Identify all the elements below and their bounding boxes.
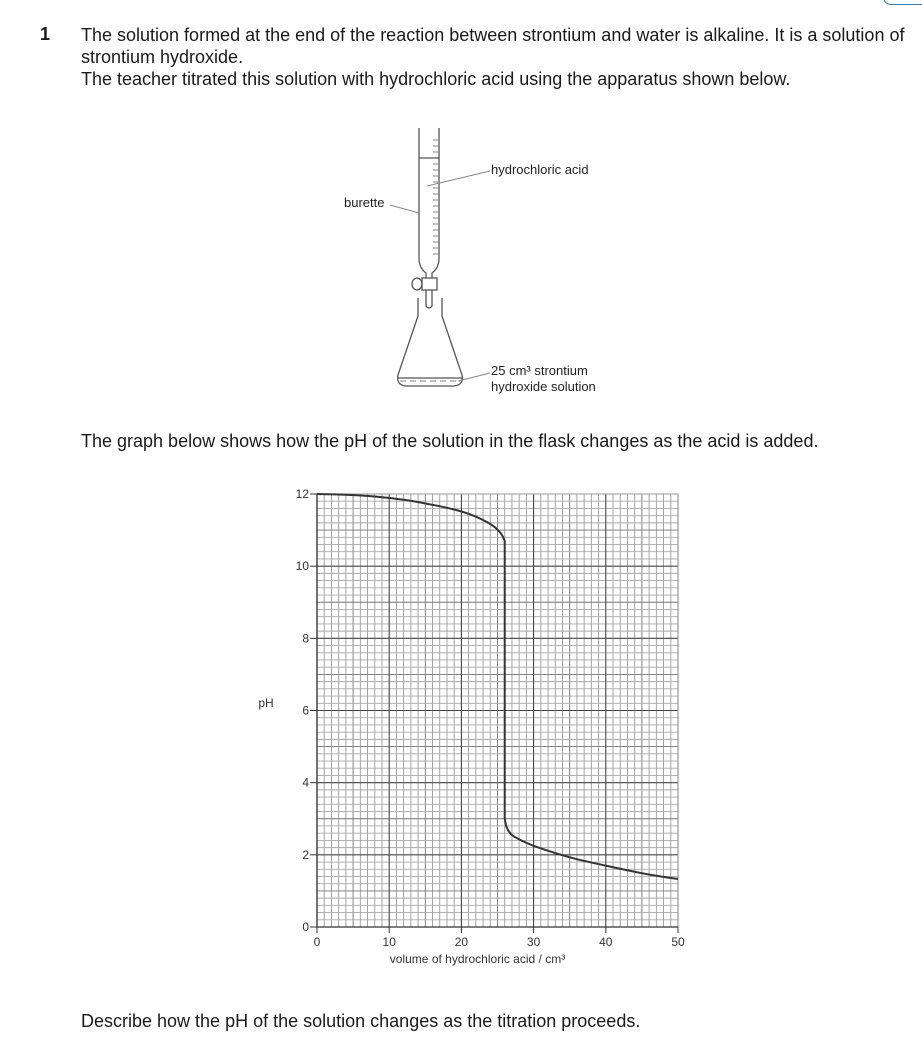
y-tick-label: 8 bbox=[302, 631, 309, 646]
intro-line-2: The teacher titrated this solution with hydrochloric acid using the apparatus shown below. bbox=[81, 69, 791, 89]
titration-apparatus-diagram bbox=[330, 118, 630, 408]
question-number: 1 bbox=[40, 24, 51, 44]
burette-tap bbox=[422, 278, 437, 290]
burette-tube bbox=[419, 128, 439, 278]
burette-label: burette bbox=[344, 195, 385, 210]
y-axis-label: pH bbox=[258, 695, 274, 710]
y-tick-label: 0 bbox=[302, 920, 309, 934]
x-tick-label: 40 bbox=[599, 935, 613, 949]
conical-flask bbox=[398, 298, 463, 386]
y-tick-label: 10 bbox=[295, 559, 309, 574]
corner-tab bbox=[883, 0, 922, 5]
flask-label-line-2: hydroxide solution bbox=[491, 379, 596, 394]
flask-label-line-1: 25 cm³ strontium bbox=[491, 363, 588, 378]
y-tick-label: 6 bbox=[302, 703, 309, 718]
x-tick-label: 20 bbox=[454, 935, 469, 949]
graph-intro-text: The graph below shows how the pH of the solution in the flask changes as the acid is added. bbox=[81, 431, 819, 451]
ph-titration-chart bbox=[240, 480, 700, 980]
x-tick-label: 50 bbox=[671, 935, 685, 949]
burette-leader-line bbox=[390, 205, 419, 213]
intro-line-1: The solution formed at the end of the reaction between strontium and water is alkaline. It is a solution of strontium hydroxide. bbox=[81, 25, 905, 67]
x-tick-label: 0 bbox=[313, 935, 321, 949]
question-intro bbox=[81, 24, 911, 90]
burette-tip bbox=[426, 290, 432, 308]
x-tick-label: 30 bbox=[526, 935, 541, 949]
x-tick-label: 10 bbox=[382, 935, 396, 949]
chart-svg bbox=[240, 480, 700, 980]
x-axis-label: volume of hydrochloric acid / cm³ bbox=[389, 952, 566, 966]
acid-leader-line bbox=[427, 171, 490, 186]
y-tick-label: 4 bbox=[302, 775, 309, 790]
y-tick-label: 12 bbox=[295, 487, 309, 501]
acid-label: hydrochloric acid bbox=[491, 162, 589, 177]
tap-handle bbox=[412, 278, 422, 290]
y-tick-label: 2 bbox=[302, 847, 309, 862]
question-prompt: Describe how the pH of the solution changes as the titration proceeds. bbox=[81, 1011, 641, 1031]
